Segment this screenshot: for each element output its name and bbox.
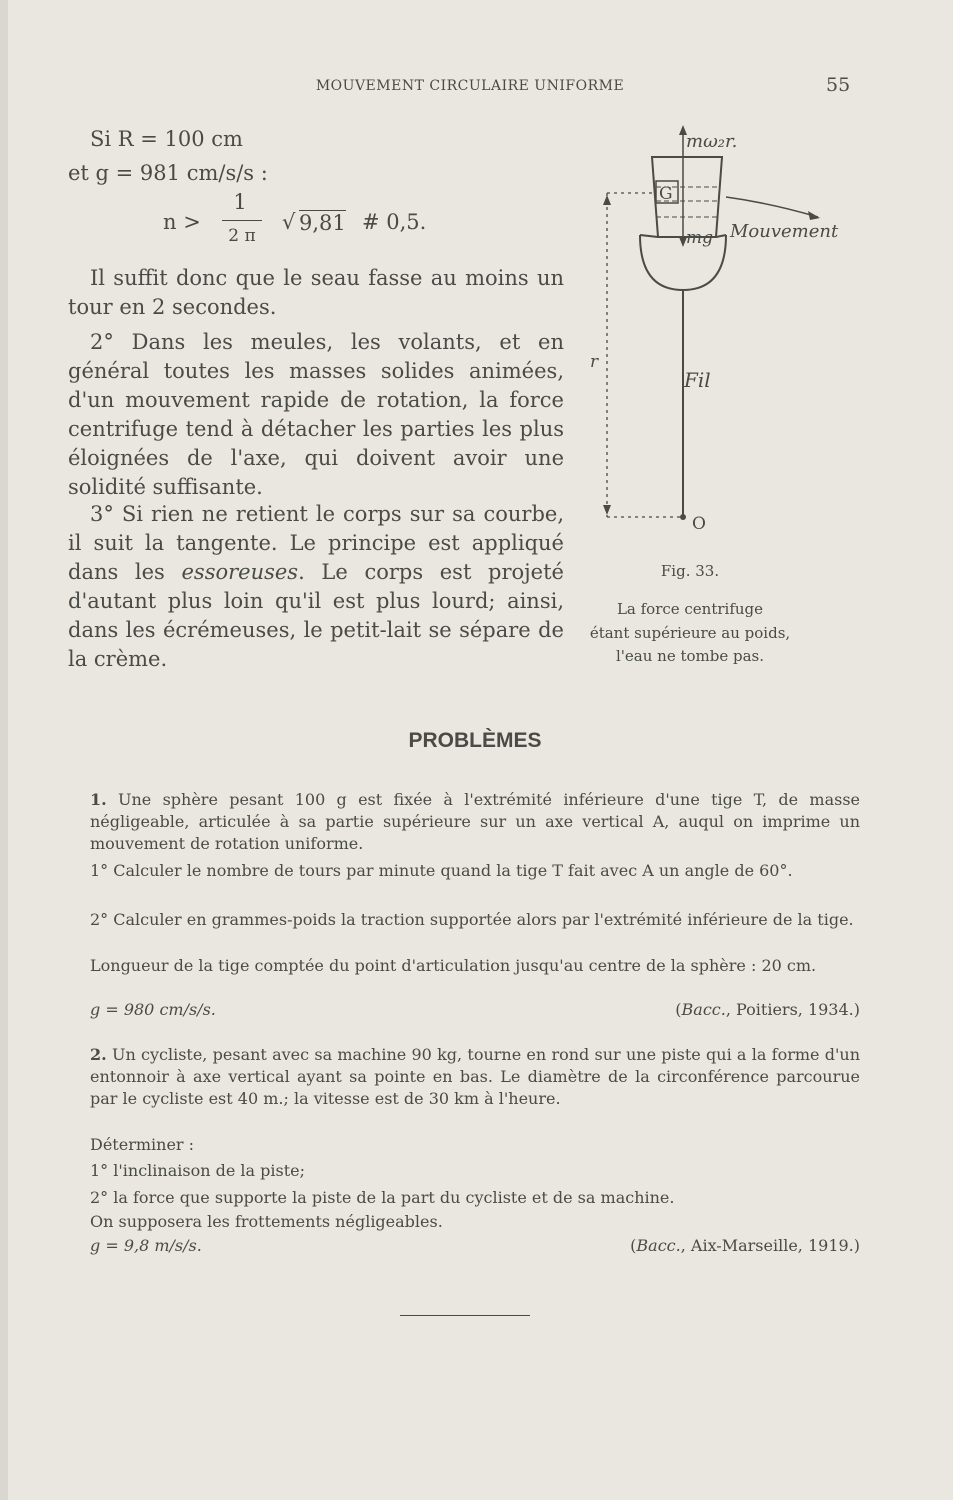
label-fil: Fil xyxy=(684,368,711,392)
paragraph-seau: Il suffit donc que le seau fasse au moins un tour en 2 secondes. xyxy=(68,266,564,319)
fraction-bar xyxy=(222,220,262,221)
problem-1-statement xyxy=(90,789,860,855)
page-edge xyxy=(0,0,8,1500)
label-force: mω₂r. xyxy=(686,131,738,152)
figure-bucket-diagram xyxy=(580,125,870,545)
formula-lhs: n > xyxy=(163,210,201,234)
motion-arrow xyxy=(726,197,818,217)
problem-2-question-1: 1° l'inclinaison de la piste; xyxy=(90,1161,305,1180)
problem-1-length: Longueur de la tige comptée du point d'articulation jusqu'au centre de la sphère : 20 cm. xyxy=(90,956,817,975)
formula-result: # 0,5. xyxy=(362,210,427,234)
problem-2-number: 2. xyxy=(90,1045,107,1064)
problem-1-number: 1. xyxy=(90,790,107,809)
page-number: 55 xyxy=(826,74,851,96)
formula-numerator: 1 xyxy=(233,190,247,214)
paragraph-meules: 2° Dans les meules, les volants, et en général toutes les masses solides animées, d'un mouvement rapide de rotation, la force centrifuge tend à détacher les parties les plus éloignées de l'axe, qui doivent avoir une solidité suffisante. xyxy=(68,330,564,499)
problem-1-text: Une sphère pesant 100 g est fixée à l'extrémité inférieure d'une tige T, de masse négligeable, articulée à sa partie supérieure sur un axe vertical A, auqul on imprime un mouvement de rotation uniforme. xyxy=(90,790,860,853)
problem-1-source-bacc: Bacc. xyxy=(681,1000,726,1019)
problem-2-assumption: On supposera les frottements négligeables. xyxy=(90,1212,443,1231)
label-mg: mg xyxy=(686,228,714,248)
paragraph-tangente-part1: 3° Si rien ne retient le corps sur sa courbe, il suit la tangente. Le principe est appliqué dans les xyxy=(68,502,564,584)
problem-1-data-row xyxy=(90,1000,860,1019)
formula-sqrt-sign: √ xyxy=(282,210,296,234)
paragraph-tangente-italic: essoreuses xyxy=(181,560,299,584)
label-O: O xyxy=(692,514,706,534)
paragraph-tangente xyxy=(68,500,564,674)
figure-number: Fig. 33. xyxy=(660,562,720,580)
paragraph-tangente-part2: . Le corps est projeté d'autant plus loin qu'il est plus lourd; ainsi, dans les écrémeuses, le petit-lait se sépare de la crème. xyxy=(68,560,564,671)
problem-2-determine: Déterminer : xyxy=(90,1135,195,1154)
problem-2-text: Un cycliste, pesant avec sa machine 90 kg, tourne en rond sur une piste qui a la forme d'un entonnoir à axe vertical ayant sa pointe en bas. Le diamètre de la circonférence parcourue par le cycliste est 40 m.; la vitesse est de 30 km à l'heure. xyxy=(90,1045,860,1108)
line-gravity: et g = 981 cm/s/s : xyxy=(68,161,268,185)
problem-2-source-rest: , Aix-Marseille, 1919.) xyxy=(680,1236,860,1255)
problem-1-g: g = 980 cm/s/s. xyxy=(90,1000,216,1019)
figure-caption-line-1: La force centrifuge xyxy=(616,600,764,618)
problem-1-source: (Bacc., Poitiers, 1934.) xyxy=(675,1000,860,1019)
problem-2-g: g = 9,8 m/s/s. xyxy=(90,1236,202,1255)
problem-2-statement xyxy=(90,1044,860,1110)
problem-2-source: (Bacc., Aix-Marseille, 1919.) xyxy=(630,1236,860,1255)
problem-1-question-1: 1° Calculer le nombre de tours par minute quand la tige T fait avec A un angle de 60°. xyxy=(90,861,793,880)
formula-denominator: 2 π xyxy=(228,226,256,246)
problem-2-source-bacc: Bacc. xyxy=(636,1236,681,1255)
figure-caption-line-3: l'eau ne tombe pas. xyxy=(615,647,764,665)
problem-2-question-2: 2° la force que supporte la piste de la part du cycliste et de sa machine. xyxy=(90,1188,675,1207)
line-radius: Si R = 100 cm xyxy=(90,127,243,151)
problem-2-data-row xyxy=(90,1236,860,1255)
figure-caption-line-2: étant supérieure au poids, xyxy=(589,624,791,642)
problem-1-question-2: 2° Calculer en grammes-poids la traction supportée alors par l'extrémité inférieure de la tige. xyxy=(90,910,854,929)
running-title: MOUVEMENT CIRCULAIRE UNIFORME xyxy=(315,78,625,94)
label-r: r xyxy=(590,352,599,372)
formula-sqrt-value: 9,81 xyxy=(299,211,346,235)
section-title: PROBLÈMES xyxy=(408,729,542,752)
label-G: G xyxy=(659,184,673,204)
end-rule xyxy=(400,1315,530,1316)
label-mouvement: Mouvement xyxy=(730,221,839,242)
problem-1-source-rest: , Poitiers, 1934.) xyxy=(725,1000,860,1019)
